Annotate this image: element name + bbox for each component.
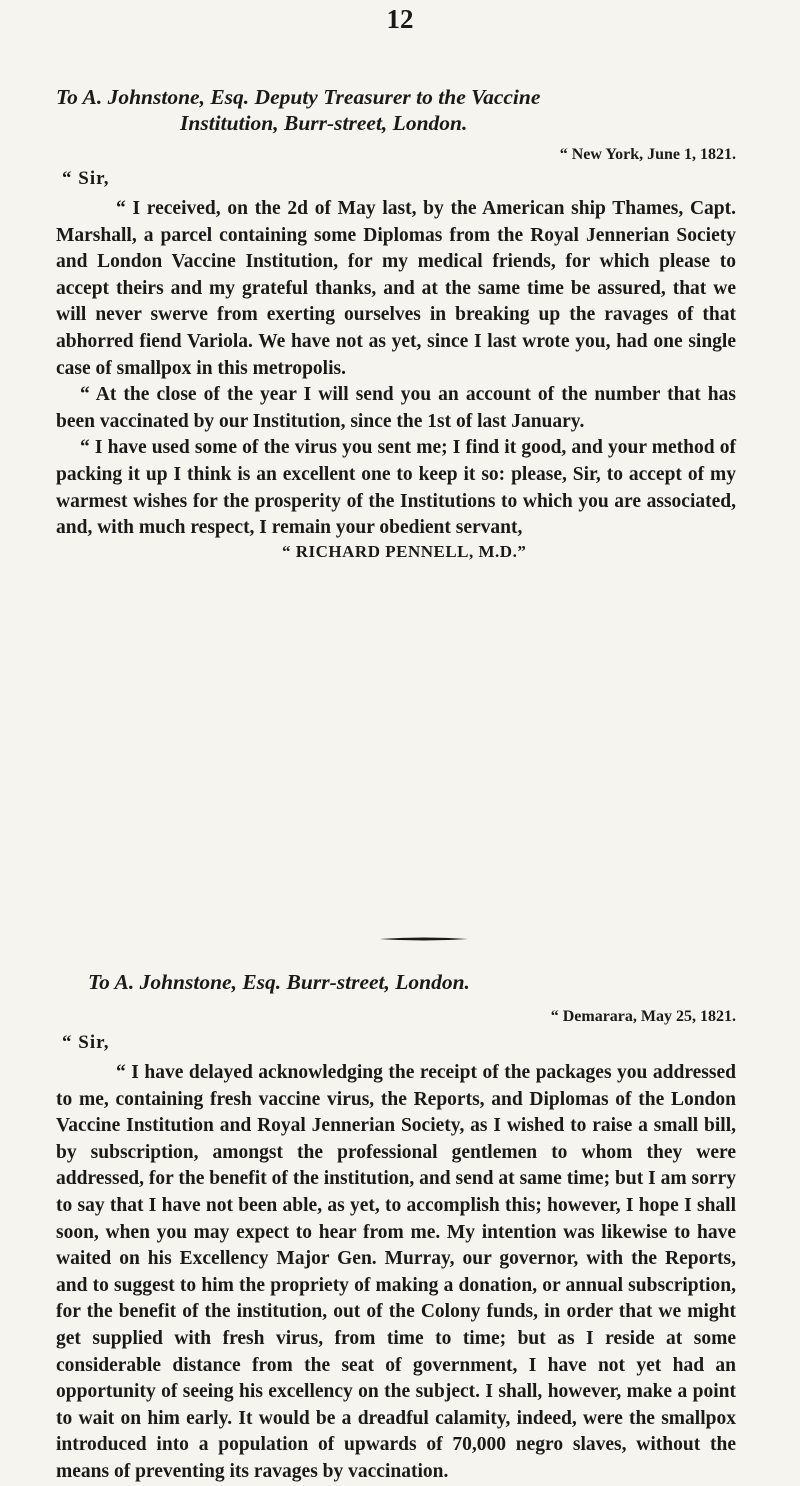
letter1-body bbox=[56, 196, 736, 562]
letter1-dateline: “ New York, June 1, 1821. bbox=[559, 146, 736, 163]
letter1-address-line2: Institution, Burr-street, London. bbox=[180, 111, 468, 135]
letter2-body bbox=[56, 1060, 736, 1486]
letter1-paragraph-3: “ I have used some of the virus you sent me; I find it good, and your method of packing it up I think is an excellent one to keep it so: please, Sir, to accept of my warmest wishes for the prosperity of the Institutions to which you are associated, and, with much respect, I remain your obedient servant, bbox=[56, 437, 736, 539]
letter2-salutation: “ Sir, bbox=[62, 1032, 110, 1053]
letter2-dateline: “ Demarara, May 25, 1821. bbox=[550, 1008, 736, 1025]
letter1-address bbox=[56, 84, 736, 136]
letter1-signature: “ RICHARD PENNELL, M.D.” bbox=[282, 541, 527, 561]
section-divider bbox=[380, 936, 468, 942]
page-number: 12 bbox=[386, 4, 414, 34]
letter1-paragraph-1: “ I received, on the 2d of May last, by the American ship Thames, Capt. Marshall, a parcel containing some Diplomas from the Royal Jennerian Society and London Vaccine Institution, for my medical friends, for which please to accept theirs and my grateful thanks, and at the same time be assured, that we will never swerve from exerting ourselves in breaking up the ravages of that abhorred fiend Variola. We have not as yet, since I last wrote you, had one single case of smallpox in this metropolis. bbox=[56, 198, 736, 379]
letter1-paragraph-2: “ At the close of the year I will send you an account of the number that has been vaccinated by our Institution, since the 1st of last January. bbox=[56, 384, 736, 432]
letter1-address-line1: To A. Johnstone, Esq. Deputy Treasurer to the Vaccine bbox=[56, 85, 541, 109]
letter2-address: To A. Johnstone, Esq. Burr-street, London. bbox=[88, 970, 470, 994]
letter2-paragraph: “ I have delayed acknowledging the receipt of the packages you addressed to me, containing fresh vaccine virus, the Reports, and Diplomas of the London Vaccine Institution and Royal Jennerian Society, as I wished to raise a small bill, by subscription, amongst the professional gentlemen to whom they were addressed, for the benefit of the institution, and send at same time; but I am sorry to say that I have not been able, as yet, to accomplish this; however, I hope I shall soon, when you may expect to hear from me. My intention was likewise to have waited on his Excellency Major Gen. Murray, our governor, with the Reports, and to suggest to him the propriety of making a donation, or annual subscription, for the benefit of the institution, out of the Colony funds, in order that we might get supplied with fresh virus, from time to time; but as I reside at some considerable distance from the seat of government, I have not yet had an opportunity of seeing his excellency on the subject. I shall, however, make a point to wait on him early. It would be a dreadful calamity, indeed, were the smallpox introduced into a population of upwards of 70,000 negro slaves, without the means of preventing its ravages by vaccination. bbox=[56, 1062, 736, 1482]
letter1-salutation: “ Sir, bbox=[62, 168, 110, 189]
